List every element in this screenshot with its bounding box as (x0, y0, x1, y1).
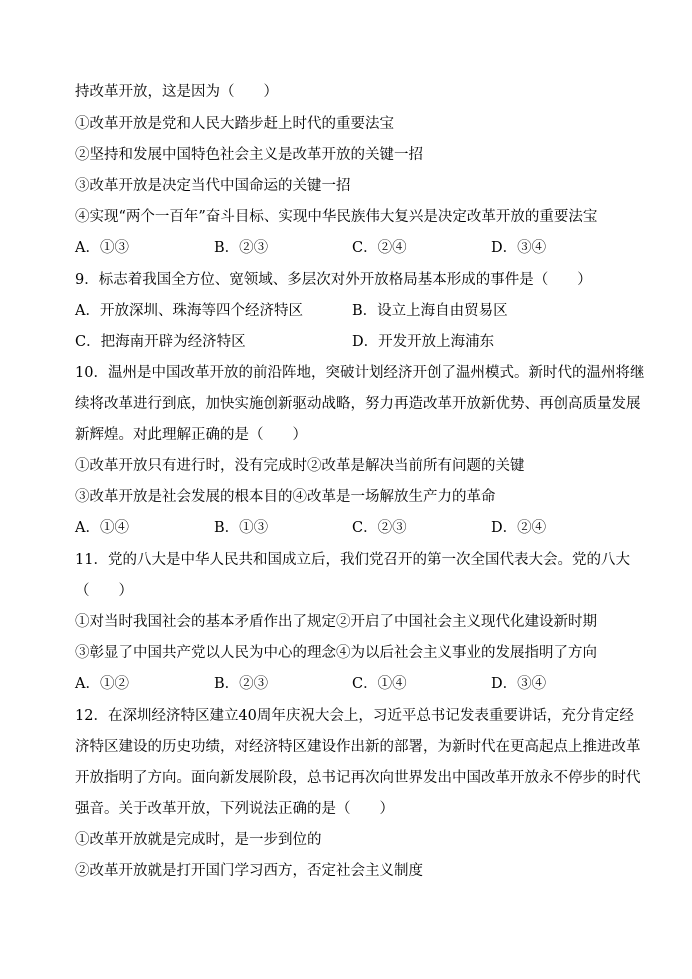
q12-item-1: ①改革开放就是完成时，是一步到位的 (75, 832, 322, 848)
q8-option-a: A．①③ (75, 240, 129, 256)
q8-stem-tail: 持改革开放，这是因为（ ） (75, 84, 278, 100)
q10-items-line-1: ①改革开放只有进行时，没有完成时②改革是解决当前所有问题的关键 (75, 458, 525, 474)
q8-item-4: ④实现“两个一百年”奋斗目标、实现中华民族伟大复兴是决定改革开放的重要法宝 (75, 209, 598, 225)
q11-option-a: A．①② (75, 676, 129, 692)
q8-item-1: ①改革开放是党和人民大踏步赶上时代的重要法宝 (75, 116, 394, 132)
q8-option-b: B．②③ (214, 240, 269, 256)
q8-item-3: ③改革开放是决定当代中国命运的关键一招 (75, 178, 351, 194)
q11-items-line-1: ①对当时我国社会的基本矛盾作出了规定②开启了中国社会主义现代化建设新时期 (75, 614, 597, 630)
q8-item-2: ②坚持和发展中国特色社会主义是改革开放的关键一招 (75, 147, 423, 163)
q8-option-d: D．③④ (491, 240, 547, 256)
q12-stem-line-4: 强音。关于改革开放，下列说法正确的是（ ） (75, 801, 394, 817)
q10-option-a: A．①④ (75, 520, 129, 536)
q10-items-line-2: ③改革开放是社会发展的根本目的④改革是一场解放生产力的革命 (75, 489, 496, 505)
q9-stem: 9．标志着我国全方位、宽领域、多层次对外开放格局基本形成的事件是（ ） (75, 272, 592, 288)
q9-option-a: A．开放深圳、珠海等四个经济特区 (75, 303, 303, 319)
q10-stem-line-1: 10．温州是中国改革开放的前沿阵地，突破计划经济开创了温州模式。新时代的温州将继 (75, 365, 645, 381)
q11-option-c: C．①④ (352, 676, 407, 692)
q9-option-b: B．设立上海自由贸易区 (352, 303, 508, 319)
q11-stem-line-2: （ ） (75, 583, 133, 599)
q11-option-b: B．②③ (214, 676, 269, 692)
q10-option-c: C．②③ (352, 520, 407, 536)
q12-stem-line-3: 开放指明了方向。面向新发展阶段，总书记再次向世界发出中国改革开放永不停步的时代 (75, 770, 641, 786)
q9-option-c: C．把海南开辟为经济特区 (75, 334, 246, 350)
q11-option-d: D．③④ (491, 676, 547, 692)
q12-stem-line-1: 12．在深圳经济特区建立40周年庆祝大会上，习近平总书记发表重要讲话，充分肯定经 (75, 708, 634, 724)
q12-stem-line-2: 济特区建设的历史功绩，对经济特区建设作出新的部署，为新时代在更高起点上推进改革 (75, 739, 641, 755)
q11-items-line-2: ③彰显了中国共产党以人民为中心的理念④为以后社会主义事业的发展指明了方向 (75, 645, 597, 661)
q12-item-2: ②改革开放就是打开国门学习西方，否定社会主义制度 (75, 863, 423, 879)
q10-option-d: D．②④ (491, 520, 547, 536)
q11-stem-line-1: 11．党的八大是中华人民共和国成立后，我们党召开的第一次全国代表大会。党的八大 (75, 552, 630, 568)
q10-option-b: B．①③ (214, 520, 269, 536)
q8-option-c: C．②④ (352, 240, 407, 256)
q10-stem-line-3: 新辉煌。对此理解正确的是（ ） (75, 427, 307, 443)
q9-option-d: D．开发开放上海浦东 (352, 334, 495, 350)
q10-stem-line-2: 续将改革进行到底，加快实施创新驱动战略，努力再造改革开放新优势、再创高质量发展 (75, 396, 641, 412)
